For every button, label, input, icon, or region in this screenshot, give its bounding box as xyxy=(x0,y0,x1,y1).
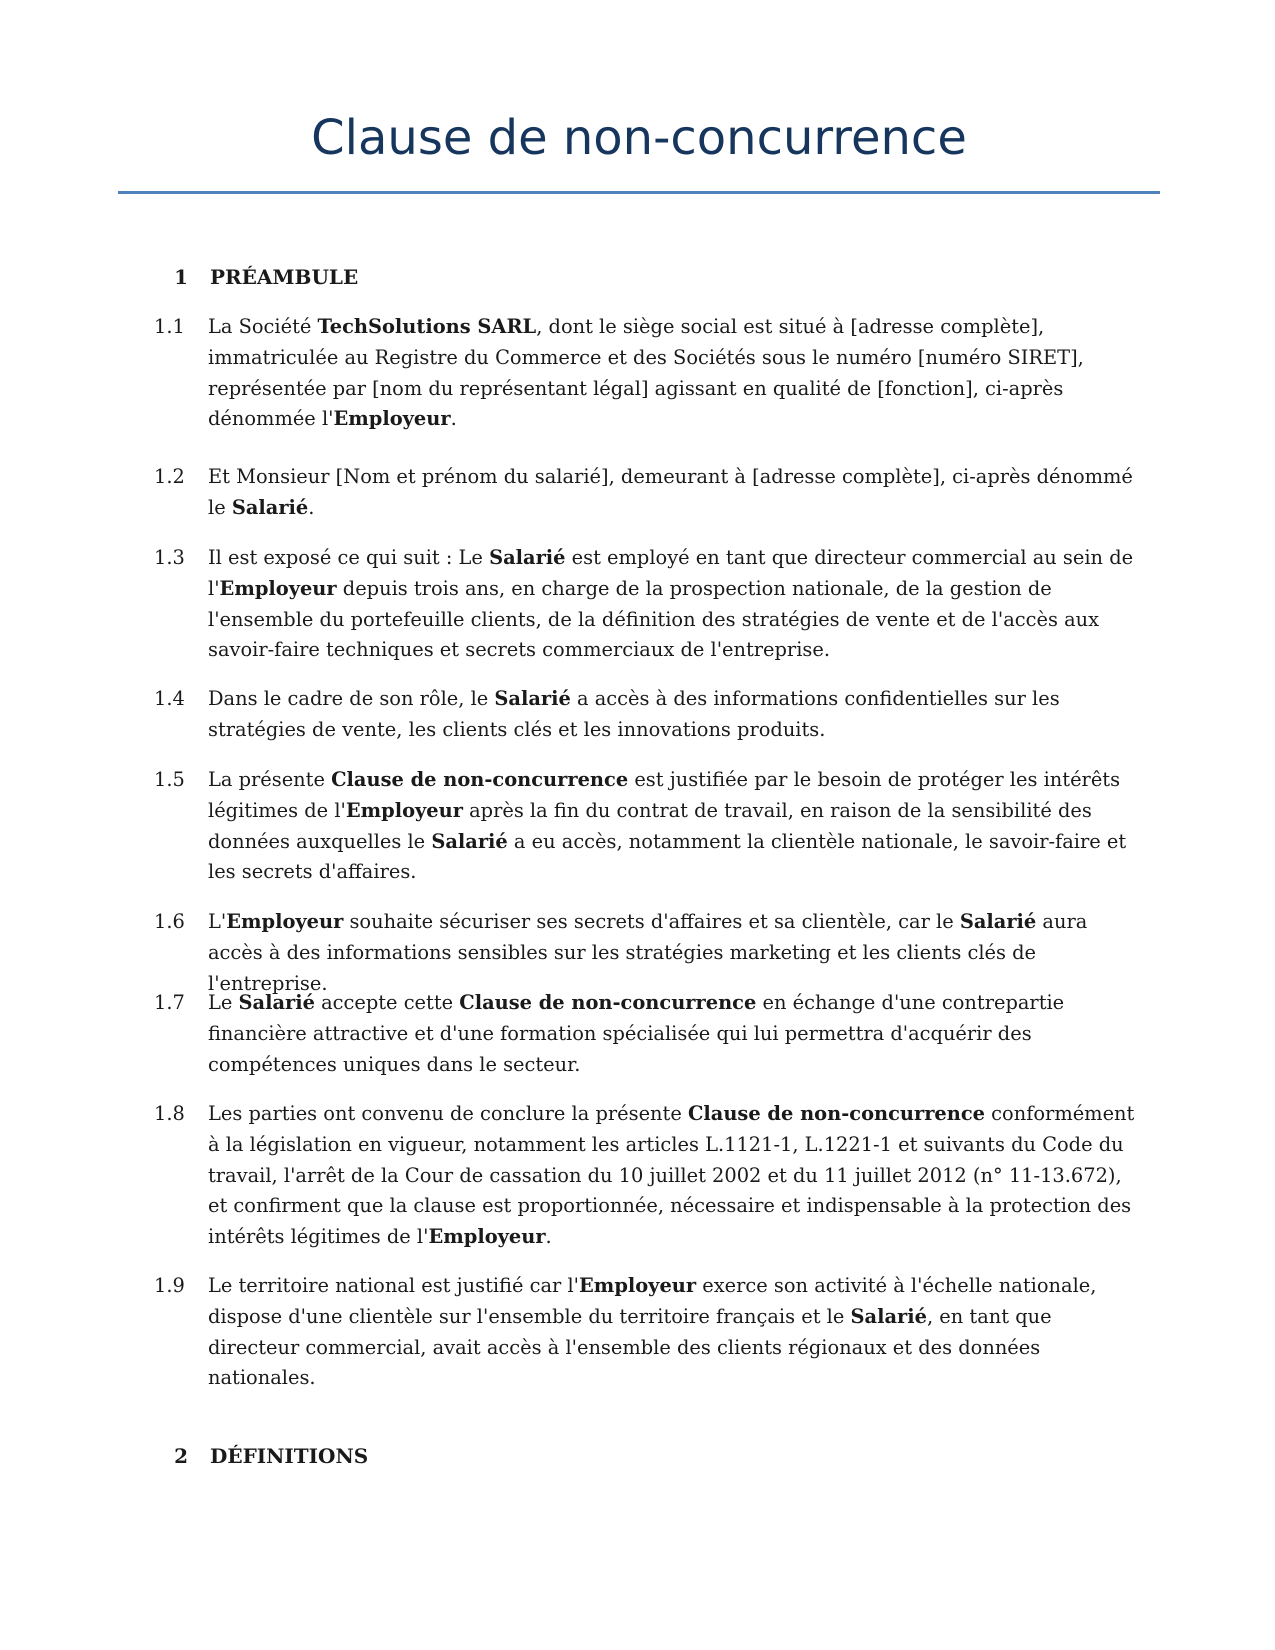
clause-number: 1.2 xyxy=(154,465,185,488)
clause-text-run: conformément à la législation en vigueur, notamment les articles L.1121-1, L.1221-1 et suivants du Code du travail, l'arrêt de la Cour de cassation du 10 juillet 2002 et du 11 juillet 2012 (n° 11-13.672), et confirment que la clause est proportionnée, nécessaire et indispensable à la protection des intérêts légitimes de l' xyxy=(208,1102,1135,1249)
clause-text-run: après la fin du contrat de travail, en raison de la sensibilité des données auxquelles le xyxy=(208,798,1092,853)
clause-1-5 xyxy=(140,765,1140,888)
clause-text xyxy=(208,988,1140,1080)
defined-term: Salarié xyxy=(959,910,1037,933)
clause-1-7 xyxy=(140,988,1140,1080)
clause-text-run: est employé en tant que directeur commercial au sein de l' xyxy=(208,546,1134,600)
clause-text-run: a accès à des informations confidentielles sur les stratégies de vente, les clients clés et les innovations produits. xyxy=(208,687,1060,741)
clause-text-run: exerce son activité à l'échelle nationale, dispose d'une clientèle sur l'ensemble du territoire français et le xyxy=(208,1274,1097,1328)
clause-1-3 xyxy=(140,543,1140,666)
clause-text-run: La présente xyxy=(208,768,332,791)
defined-term: Clause de non-concurrence xyxy=(331,768,629,791)
clause-text-run: Le xyxy=(208,991,239,1014)
defined-term: Employeur xyxy=(219,576,337,600)
clause-text-run: , en tant que directeur commercial, avait accès à l'ensemble des clients régionaux et des données nationales. xyxy=(208,1304,1052,1390)
clause-text-run: La Société xyxy=(208,315,318,338)
clause-1-8 xyxy=(140,1099,1140,1253)
clause-1-6 xyxy=(140,907,1140,999)
clause-number: 1.4 xyxy=(154,687,185,710)
section-title: DÉFINITIONS xyxy=(210,1444,369,1468)
defined-term: TechSolutions SARL xyxy=(317,315,537,338)
document-title: Clause de non-concurrence xyxy=(311,110,967,166)
clause-number: 1.7 xyxy=(154,991,185,1014)
clause-text-run: accepte cette xyxy=(314,991,460,1014)
defined-term: Salarié xyxy=(431,829,508,853)
clause-text-run: , dont le siège social est situé à [adresse complète], immatriculée au Registre du Commerce et des Sociétés sous le numéro [numéro SIRET], représentée par [nom du représentant légal] agissant en qualité de [fonction], ci-après dénommée l' xyxy=(208,315,1084,431)
defined-term: Employeur xyxy=(579,1274,697,1297)
clause-text-run: depuis trois ans, en charge de la prospection nationale, de la gestion de l'ensemble du portefeuille clients, de la définition des stratégies de vente et de l'accès aux savoir-faire techniques et secrets commerciaux de l'entreprise. xyxy=(208,576,1100,662)
clause-text xyxy=(208,543,1140,666)
defined-term: Salarié xyxy=(850,1304,927,1328)
clause-text xyxy=(208,462,1140,524)
defined-term: Clause de non-concurrence xyxy=(459,991,757,1014)
defined-term: Salarié xyxy=(494,687,571,710)
section-number: 1 xyxy=(174,265,188,289)
title-underline xyxy=(118,191,1160,194)
section-title: PRÉAMBULE xyxy=(210,265,359,289)
defined-term: Salarié xyxy=(238,991,315,1014)
clause-text-run: Il est exposé ce qui suit : Le xyxy=(208,546,490,569)
clause-text-run: . xyxy=(308,495,315,519)
clause-1-2 xyxy=(140,462,1140,524)
defined-term: Employeur xyxy=(345,798,463,822)
section-number: 2 xyxy=(174,1444,188,1468)
clause-1-9 xyxy=(140,1271,1140,1394)
clause-text-run: est justifiée par le besoin de protéger les intérêts légitimes de l' xyxy=(208,768,1121,822)
defined-term: Employeur xyxy=(226,910,344,933)
defined-term: Employeur xyxy=(428,1225,546,1249)
section-heading-definitions xyxy=(150,1441,368,1471)
clause-text-run: . xyxy=(450,407,457,431)
clause-text xyxy=(208,684,1140,746)
clause-number: 1.1 xyxy=(154,315,185,338)
clause-number: 1.8 xyxy=(154,1102,185,1125)
clause-text xyxy=(208,907,1140,999)
clause-number: 1.9 xyxy=(154,1274,185,1297)
clause-number: 1.5 xyxy=(154,768,185,791)
defined-term: Employeur xyxy=(333,407,451,431)
clause-text-run: Le territoire national est justifié car l' xyxy=(208,1274,580,1297)
defined-term: Clause de non-concurrence xyxy=(687,1102,986,1125)
clause-text-run: Les parties ont convenu de conclure la présente xyxy=(208,1102,688,1125)
clause-text xyxy=(208,1099,1140,1253)
clause-text xyxy=(208,1271,1140,1394)
section-heading-preambule xyxy=(150,262,358,292)
defined-term: Salarié xyxy=(231,495,309,519)
defined-term: Salarié xyxy=(489,546,566,569)
clause-text-run: Et Monsieur [Nom et prénom du salarié], demeurant à [adresse complète], ci-après dénommé le xyxy=(208,465,1133,519)
clause-number: 1.6 xyxy=(154,910,185,933)
clause-text-run: aura accès à des informations sensibles sur les stratégies marketing et les clients clés de l'entreprise. xyxy=(208,910,1088,995)
clause-text-run: . xyxy=(545,1225,552,1249)
clause-1-4 xyxy=(140,684,1140,746)
clause-text xyxy=(208,312,1140,435)
clause-text-run: en échange d'une contrepartie financière attractive et d'une formation spécialisée qui lui permettra d'acquérir des compétences uniques dans le secteur. xyxy=(208,991,1065,1076)
clause-1-1 xyxy=(140,312,1140,435)
clause-number: 1.3 xyxy=(154,546,185,569)
clause-text-run: souhaite sécuriser ses secrets d'affaires et sa clientèle, car le xyxy=(343,910,960,933)
clause-text-run: L' xyxy=(208,910,227,933)
clause-text-run: Dans le cadre de son rôle, le xyxy=(208,687,495,710)
clause-text-run: a eu accès, notamment la clientèle nationale, le savoir-faire et les secrets d'affaires. xyxy=(208,829,1127,884)
clause-text xyxy=(208,765,1140,888)
